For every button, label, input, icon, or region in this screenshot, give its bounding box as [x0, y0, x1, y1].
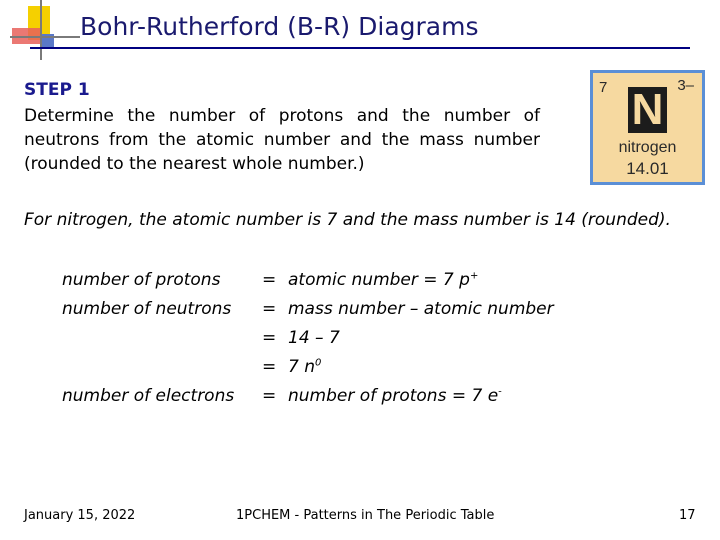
- title-divider: [30, 47, 690, 49]
- equals-sign: =: [262, 299, 277, 319]
- equals-sign: =: [262, 328, 277, 348]
- protons-value: atomic number = 7 p+: [288, 270, 479, 290]
- neutrons-label: number of neutrons: [62, 299, 232, 319]
- atomic-mass: 14.01: [626, 159, 669, 178]
- step-heading: STEP 1: [24, 80, 90, 100]
- footer-date: January 15, 2022: [24, 508, 136, 523]
- ion-charge: 3–: [677, 77, 694, 94]
- nitrogen-summary: For nitrogen, the atomic number is 7 and the mass number is 14 (rounded).: [24, 210, 671, 230]
- corner-decoration: [0, 0, 80, 60]
- footer-page-number: 17: [679, 508, 696, 523]
- element-symbol: N: [593, 85, 702, 135]
- atomic-number: 7: [599, 79, 608, 96]
- slide-title: Bohr-Rutherford (B-R) Diagrams: [80, 12, 479, 41]
- neutrons-subtraction: 14 – 7: [288, 328, 340, 348]
- nitrogen-element-tile: [590, 70, 705, 185]
- equals-sign: =: [262, 386, 277, 406]
- equals-sign: =: [262, 270, 277, 290]
- footer-course: 1PCHEM - Patterns in The Periodic Table: [236, 508, 495, 523]
- protons-label: number of protons: [62, 270, 221, 290]
- electrons-label: number of electrons: [62, 386, 235, 406]
- step-description: Determine the number of protons and the number of neutrons from the atomic number and the mass number (rounded to the nearest whole number.): [24, 106, 540, 174]
- equals-sign: =: [262, 357, 277, 377]
- neutrons-value: 7 $n^0$: [288, 357, 322, 377]
- neutrons-formula: mass number – atomic number: [288, 299, 554, 319]
- element-name: nitrogen: [618, 139, 677, 156]
- electrons-value: number of protons = 7 e-: [288, 386, 502, 406]
